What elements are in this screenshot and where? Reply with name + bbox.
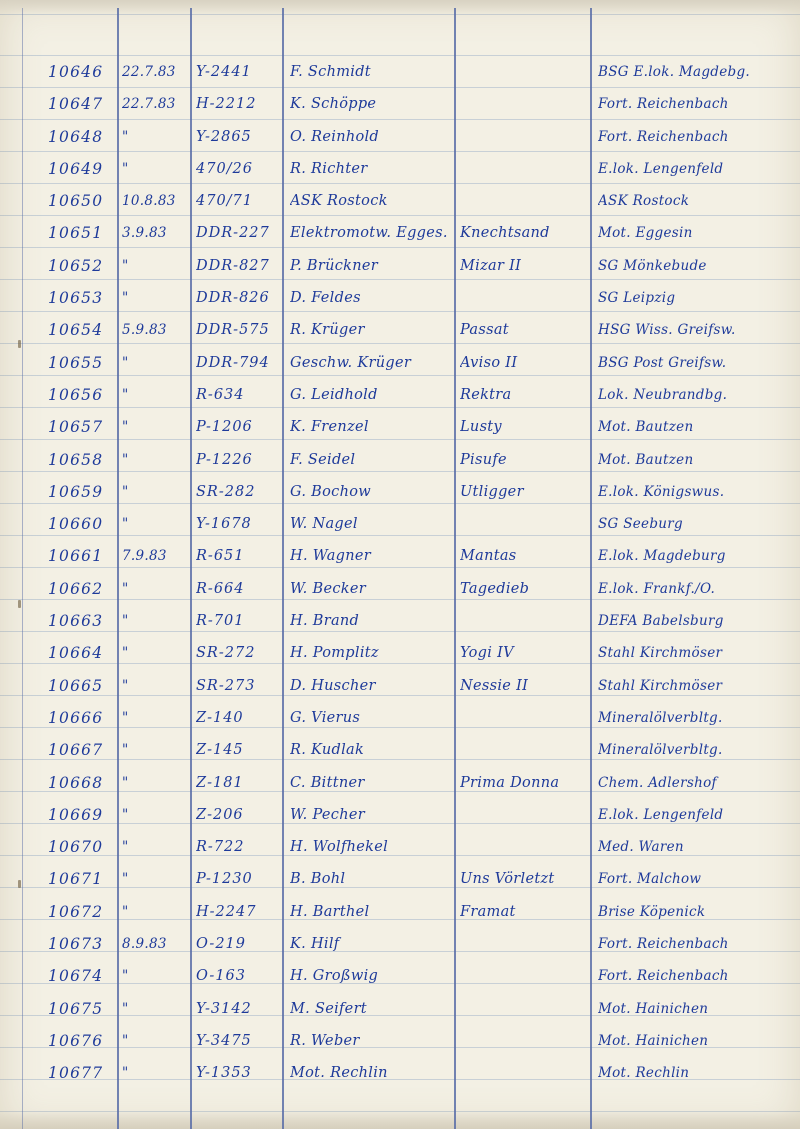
club-name: Brise Köpenick — [598, 903, 706, 920]
sail-number: R-651 — [196, 548, 245, 565]
sail-number: Z-145 — [196, 742, 244, 759]
club-name: SG Leipzig — [598, 290, 676, 307]
entry-number: 10665 — [48, 676, 104, 695]
entry-number: 10674 — [48, 967, 104, 986]
entry-number: 10655 — [48, 353, 104, 372]
owner-name: W. Becker — [290, 580, 366, 597]
entry-number: 10666 — [48, 708, 104, 727]
boat-name: Utligger — [460, 483, 524, 500]
entry-date: " — [122, 1032, 129, 1049]
table-row — [0, 474, 800, 506]
owner-name: F. Schmidt — [290, 64, 371, 80]
entry-number: 10676 — [48, 1031, 104, 1050]
table-row — [0, 1055, 800, 1087]
entry-number: 10661 — [48, 547, 104, 566]
owner-name: H. Brand — [290, 613, 360, 630]
owner-name: R. Krüger — [290, 322, 365, 339]
entry-number: 10675 — [48, 999, 104, 1018]
table-row — [0, 409, 800, 441]
club-name: ASK Rostock — [598, 193, 690, 210]
boat-name — [460, 59, 588, 85]
entry-date: " — [122, 257, 129, 274]
club-name: Mot. Bautzen — [598, 451, 694, 468]
entry-number: 10672 — [48, 902, 104, 921]
table-row — [0, 86, 800, 118]
club-name: Mineralölverbltg. — [598, 709, 723, 726]
entry-number: 10650 — [48, 192, 104, 211]
entry-date: " — [122, 419, 129, 436]
owner-name: K. Schöppe — [290, 96, 377, 113]
entry-date: " — [122, 903, 129, 920]
table-row — [0, 442, 800, 474]
boat-name: Nessie II — [460, 677, 529, 694]
table-row — [0, 603, 800, 635]
sail-number: DDR-575 — [196, 322, 270, 339]
sail-number: Y-2865 — [196, 128, 252, 145]
boat-name — [460, 705, 588, 731]
boat-name — [460, 156, 588, 182]
entry-number: 10656 — [48, 385, 104, 404]
entry-number: 10673 — [48, 935, 104, 954]
sail-number: SR-282 — [196, 483, 256, 500]
club-name: Mot. Hainichen — [598, 1000, 709, 1017]
club-name: E.lok. Lengenfeld — [598, 806, 724, 823]
table-row — [0, 829, 800, 861]
sail-number: DDR-827 — [196, 257, 270, 274]
sail-number: O-163 — [196, 968, 246, 985]
owner-name: K. Hilf — [290, 936, 340, 953]
page-top-shadow — [0, 0, 800, 14]
table-row — [0, 926, 800, 958]
owner-name: H. Wagner — [290, 548, 371, 565]
sail-number: R-701 — [196, 613, 245, 630]
boat-name: Mantas — [460, 548, 517, 565]
table-row — [0, 119, 800, 151]
entry-number: 10658 — [48, 450, 104, 469]
entry-date: " — [122, 128, 129, 145]
sail-number: R-634 — [196, 386, 245, 403]
entry-number: 10664 — [48, 644, 104, 663]
club-name: Fort. Reichenbach — [598, 936, 729, 953]
entry-date: 22.7.83 — [122, 64, 176, 80]
table-row — [0, 732, 800, 764]
table-row — [0, 506, 800, 538]
table-row — [0, 1023, 800, 1055]
owner-name: M. Seifert — [290, 1000, 367, 1017]
owner-name: F. Seidel — [290, 451, 356, 468]
sail-number: Y-1353 — [196, 1065, 252, 1082]
table-row — [0, 151, 800, 183]
sail-number: SR-272 — [196, 645, 256, 662]
table-row — [0, 312, 800, 344]
sail-number: Y-3475 — [196, 1032, 252, 1049]
table-row — [0, 248, 800, 280]
club-name: Chem. Adlershof — [598, 774, 717, 791]
club-name: E.lok. Frankf./O. — [598, 580, 716, 597]
sail-number: DDR-794 — [196, 354, 270, 371]
club-name: HSG Wiss. Greifsw. — [598, 322, 736, 339]
entry-date: " — [122, 613, 129, 630]
entry-number: 10660 — [48, 515, 104, 534]
sail-number: P-1206 — [196, 419, 253, 436]
owner-name: D. Feldes — [290, 290, 361, 307]
entry-date: " — [122, 968, 129, 985]
boat-name — [460, 963, 588, 989]
owner-name: H. Barthel — [290, 903, 370, 920]
owner-name: R. Richter — [290, 160, 368, 177]
club-name: Fort. Reichenbach — [598, 128, 729, 145]
sail-number: R-722 — [196, 839, 245, 856]
club-name: Mot. Eggesin — [598, 225, 693, 242]
boat-name: Framat — [460, 903, 516, 920]
club-name: Fort. Reichenbach — [598, 968, 729, 985]
owner-name: H. Pomplitz — [290, 645, 379, 662]
table-row — [0, 635, 800, 667]
entry-number: 10677 — [48, 1064, 104, 1083]
club-name: BSG Post Greifsw. — [598, 354, 727, 371]
boat-name: Prima Donna — [460, 774, 560, 791]
entry-number: 10657 — [48, 418, 104, 437]
table-row — [0, 183, 800, 215]
table-row — [0, 538, 800, 570]
boat-name — [460, 737, 588, 763]
boat-name: Yogi IV — [460, 645, 514, 662]
sail-number: H-2212 — [196, 96, 257, 113]
club-name: SG Mönkebude — [598, 257, 707, 274]
sail-number: O-219 — [196, 936, 246, 953]
boat-name: Lusty — [460, 419, 502, 436]
boat-name — [460, 608, 588, 634]
entry-number: 10654 — [48, 321, 104, 340]
boat-name — [460, 1060, 588, 1086]
sail-number: H-2247 — [196, 903, 257, 920]
entry-number: 10659 — [48, 482, 104, 501]
sail-number: Y-1678 — [196, 516, 252, 533]
entry-number: 10652 — [48, 256, 104, 275]
entry-number: 10670 — [48, 838, 104, 857]
sail-number: DDR-826 — [196, 290, 270, 307]
owner-name: R. Kudlak — [290, 742, 365, 759]
boat-name: Passat — [460, 322, 509, 339]
owner-name: C. Bittner — [290, 774, 365, 791]
table-row — [0, 668, 800, 700]
club-name: E.lok. Lengenfeld — [598, 160, 724, 177]
entry-date: 10.8.83 — [122, 193, 176, 210]
entry-date: " — [122, 516, 129, 533]
club-name: Mot. Hainichen — [598, 1032, 709, 1049]
entry-date: " — [122, 839, 129, 856]
sail-number: 470/71 — [196, 193, 254, 210]
boat-name — [460, 511, 588, 537]
boat-name: Knechtsand — [460, 225, 550, 242]
table-row — [0, 861, 800, 893]
entry-date: " — [122, 290, 129, 307]
club-name: Mot. Bautzen — [598, 419, 694, 436]
owner-name: Elektromotw. Egges. — [290, 225, 448, 242]
entry-number: 10669 — [48, 805, 104, 824]
boat-name: Rektra — [460, 386, 512, 403]
table-row — [0, 894, 800, 926]
entry-date: " — [122, 645, 129, 662]
entry-date: " — [122, 806, 129, 823]
entry-date: 22.7.83 — [122, 96, 176, 113]
entry-date: " — [122, 1000, 129, 1017]
sail-number: Z-181 — [196, 774, 244, 791]
sail-number: 470/26 — [196, 160, 254, 177]
table-row — [0, 377, 800, 409]
entry-date: " — [122, 677, 129, 694]
entry-date: " — [122, 451, 129, 468]
table-row — [0, 991, 800, 1023]
entry-number: 10662 — [48, 579, 104, 598]
boat-name — [460, 124, 588, 150]
club-name: Mineralölverbltg. — [598, 742, 723, 759]
entry-date: " — [122, 742, 129, 759]
club-name: Stahl Kirchmöser — [598, 645, 723, 662]
club-name: E.lok. Königswus. — [598, 483, 725, 500]
page-bottom-shadow — [0, 1111, 800, 1129]
entry-number: 10651 — [48, 224, 104, 243]
table-row — [0, 280, 800, 312]
club-name: DEFA Babelsburg — [598, 613, 724, 630]
owner-name: O. Reinhold — [290, 128, 380, 145]
entry-number: 10649 — [48, 159, 104, 178]
entry-date: " — [122, 160, 129, 177]
owner-name: B. Bohl — [290, 871, 346, 888]
club-name: Fort. Reichenbach — [598, 96, 729, 113]
sail-number: Y-2441 — [196, 64, 252, 80]
boat-name: Aviso II — [460, 354, 518, 371]
sail-number: R-664 — [196, 580, 245, 597]
boat-name: Uns Vörletzt — [460, 871, 555, 888]
entry-number: 10668 — [48, 773, 104, 792]
boat-name: Pisufe — [460, 451, 507, 468]
sail-number: Y-3142 — [196, 1000, 252, 1017]
table-row — [0, 571, 800, 603]
entry-date: " — [122, 871, 129, 888]
table-row — [0, 700, 800, 732]
boat-name — [460, 188, 588, 214]
boat-name — [460, 996, 588, 1022]
table-row — [0, 345, 800, 377]
owner-name: G. Bochow — [290, 483, 371, 500]
club-name: Stahl Kirchmöser — [598, 677, 723, 694]
sail-number: SR-273 — [196, 677, 256, 694]
club-name: BSG E.lok. Magdebg. — [598, 64, 751, 80]
owner-name: ASK Rostock — [290, 193, 388, 210]
boat-name — [460, 285, 588, 311]
entry-number: 10671 — [48, 870, 104, 889]
table-row — [0, 797, 800, 829]
owner-name: P. Brückner — [290, 257, 379, 274]
club-name: SG Seeburg — [598, 516, 683, 533]
owner-name: W. Nagel — [290, 516, 358, 533]
sail-number: DDR-227 — [196, 225, 270, 242]
boat-name — [460, 834, 588, 860]
boat-name — [460, 931, 588, 957]
entry-date: 7.9.83 — [122, 548, 167, 565]
owner-name: H. Wolfhekel — [290, 839, 389, 856]
entry-date: " — [122, 774, 129, 791]
entry-date: " — [122, 1065, 129, 1082]
owner-name: R. Weber — [290, 1032, 360, 1049]
boat-name: Mizar II — [460, 257, 522, 274]
table-row — [0, 215, 800, 247]
boat-name — [460, 802, 588, 828]
entry-number: 10653 — [48, 289, 104, 308]
club-name: Mot. Rechlin — [598, 1065, 690, 1082]
sail-number: Z-140 — [196, 709, 244, 726]
boat-name: Tagedieb — [460, 580, 530, 597]
entry-date: " — [122, 354, 129, 371]
table-row — [0, 958, 800, 990]
entry-date: " — [122, 580, 129, 597]
club-name: Lok. Neubrandbg. — [598, 386, 728, 403]
club-name: Fort. Malchow — [598, 871, 702, 888]
owner-name: D. Huscher — [290, 677, 376, 694]
sail-number: P-1226 — [196, 451, 253, 468]
entry-date: " — [122, 483, 129, 500]
entry-date: " — [122, 386, 129, 403]
owner-name: W. Pecher — [290, 806, 365, 823]
sail-number: P-1230 — [196, 871, 253, 888]
ledger-entries — [0, 54, 800, 1088]
owner-name: Geschw. Krüger — [290, 354, 412, 371]
table-row — [0, 54, 800, 86]
entry-number: 10663 — [48, 612, 104, 631]
entry-number: 10646 — [48, 63, 104, 81]
club-name: Med. Waren — [598, 839, 684, 856]
entry-date: 3.9.83 — [122, 225, 167, 242]
sail-number: Z-206 — [196, 806, 244, 823]
entry-date: 8.9.83 — [122, 936, 167, 953]
entry-date: 5.9.83 — [122, 322, 167, 339]
owner-name: Mot. Rechlin — [290, 1065, 388, 1082]
owner-name: H. Großwig — [290, 968, 379, 985]
owner-name: G. Leidhold — [290, 386, 378, 403]
club-name: E.lok. Magdeburg — [598, 548, 726, 565]
entry-number: 10647 — [48, 95, 104, 114]
owner-name: K. Frenzel — [290, 419, 369, 436]
entry-date: " — [122, 709, 129, 726]
entry-number: 10648 — [48, 127, 104, 146]
owner-name: G. Vierus — [290, 709, 361, 726]
boat-name — [460, 91, 588, 117]
boat-name — [460, 1028, 588, 1054]
table-row — [0, 765, 800, 797]
entry-number: 10667 — [48, 741, 104, 760]
